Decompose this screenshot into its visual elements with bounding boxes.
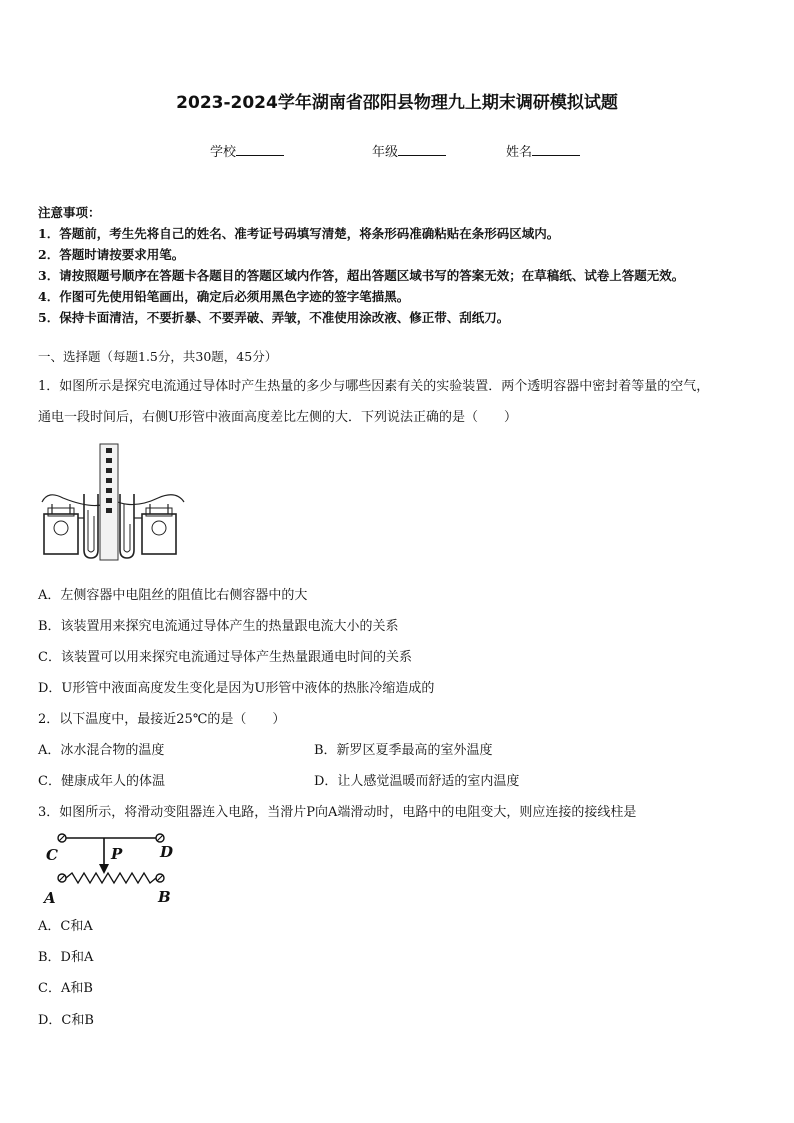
name-field (506, 141, 580, 160)
grade-field (372, 141, 446, 160)
page-title: 2023-2024学年湖南省邵阳县物理九上期末调研模拟试题 (176, 93, 618, 113)
note-item: 2．答题时请按要求用笔。 (38, 247, 185, 262)
terminal-d-label: D (160, 843, 174, 861)
q2-option-d: D．让人感觉温暖而舒适的室内温度 (314, 774, 520, 789)
q2-stem: 2．以下温度中，最接近25℃的是（ ） (38, 712, 286, 727)
q1-option-b: B．该装置用来探究电流通过导体产生的热量跟电流大小的关系 (38, 619, 399, 634)
terminal-b-label: B (158, 888, 171, 906)
q3-option-c: C．A和B (38, 981, 93, 996)
q1-option-c: C．该装置可以用来探究电流通过导体产生热量跟通电时间的关系 (38, 650, 412, 665)
terminal-c-label: C (46, 846, 58, 864)
note-item: 3．请按照题号顺序在答题卡各题目的答题区域内作答，超出答题区域书写的答案无效；在草稿纸、试卷上答题无效。 (38, 268, 685, 283)
name-blank (532, 143, 580, 156)
terminal-a-label: A (44, 889, 56, 907)
q1-option-d: D．U形管中液面高度发生变化是因为U形管中液体的热胀冷缩造成的 (38, 681, 435, 696)
grade-blank (398, 143, 446, 156)
q2-option-a: A．冰水混合物的温度 (38, 743, 165, 758)
q1-stem-line1: 1．如图所示是探究电流通过导体时产生热量的多少与哪些因素有关的实验装置．两个透明容器中密封着等量的空气， (38, 379, 710, 394)
school-label: 学校 (210, 145, 237, 160)
note-item: 5．保持卡面清洁，不要折暴、不要弄破、弄皱，不准使用涂改液、修正带、刮纸刀。 (38, 310, 510, 325)
joule-heating-apparatus-figure (38, 440, 188, 568)
q3-stem: 3．如图所示，将滑动变阻器连入电路，当滑片P向A端滑动时，电路中的电阻变大，则应连接的接线柱是 (38, 805, 637, 820)
section-heading: 一、选择题（每题1.5分，共30题，45分） (38, 349, 278, 364)
q1-option-a: A．左侧容器中电阻丝的阻值比右侧容器中的大 (38, 588, 308, 603)
q3-option-a: A．C和A (38, 919, 93, 934)
note-item: 1．答题前，考生先将自己的姓名、准考证号码填写清楚，将条形码准确粘贴在条形码区域内。 (38, 226, 560, 241)
name-label: 姓名 (506, 145, 533, 160)
q2-option-c: C．健康成年人的体温 (38, 774, 165, 789)
notes-title: 注意事项： (38, 205, 101, 220)
q2-option-b: B．新罗区夏季最高的室外温度 (314, 743, 493, 758)
grade-label: 年级 (372, 145, 399, 160)
q3-option-d: D．C和B (38, 1013, 94, 1028)
school-field (210, 141, 284, 160)
school-blank (236, 143, 284, 156)
q1-stem-line2: 通电一段时间后，右侧U形管中液面高度差比左侧的大．下列说法正确的是（ ） (38, 410, 517, 425)
slider-p-label: P (111, 845, 123, 863)
note-item: 4．作图可先使用铅笔画出，确定后必须用黑色字迹的签字笔描黑。 (38, 289, 410, 304)
q3-option-b: B．D和A (38, 950, 94, 965)
